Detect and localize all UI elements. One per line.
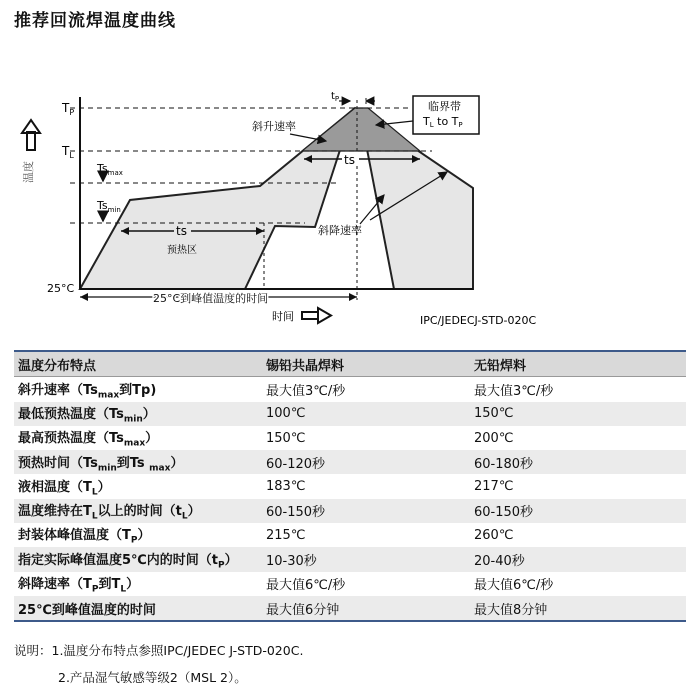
row-param: 25℃到峰值温度的时间 <box>14 596 262 621</box>
header-param: 温度分布特点 <box>14 351 262 377</box>
tp-axis-label: $T_P$ <box>62 101 75 117</box>
ramp-up-label: 斜升速率 <box>252 120 296 133</box>
table-row <box>14 499 686 523</box>
row-tin-lead-value: 最大值6℃/秒 <box>266 578 346 594</box>
y-axis-up-arrow-icon <box>22 120 40 150</box>
tl-axis-label: $T_L$ <box>62 144 74 160</box>
table-row <box>14 547 686 571</box>
row-tin-lead-value: 150℃ <box>266 430 306 446</box>
row-lead-free-value: 60-180秒 <box>470 450 686 474</box>
row-tin-lead-value: 100℃ <box>262 402 470 426</box>
row-param: 预热时间（$Ts_{min}$到Ts $_{max}$） <box>14 450 262 474</box>
row-param: 斜升速率（$Ts_{max}$到Tp) <box>18 382 157 401</box>
table-row <box>14 474 686 498</box>
preheat-duration-label: ts <box>176 224 187 238</box>
row-lead-free-value: 217℃ <box>474 479 514 495</box>
row-param: 最低预热温度$(Ts_{min})$ <box>14 402 262 426</box>
note-2: 2.产品湿气敏感等级2（MSL 2）。 <box>58 670 247 685</box>
row-param: 最高预热温度$(Ts_{max})$ <box>18 431 159 449</box>
row-param: 封装体峰值温度$(T_P)$ <box>18 528 151 547</box>
critical-zone-range: TL to TP <box>423 115 463 129</box>
row-param: 指定实际峰值温度5℃内的时间$(t_P)$ <box>14 547 262 571</box>
table-row <box>14 426 686 450</box>
row-tin-lead-value: 60-120秒 <box>262 450 470 474</box>
preheat-zone-label: 预热区 <box>167 245 197 256</box>
row-lead-free-value: 最大值6℃/秒 <box>474 578 554 594</box>
header-tin-lead: 锡铅共晶焊料 <box>262 351 470 377</box>
tsmax-label: $Ts_{max}$ <box>97 162 123 177</box>
row-lead-free-value: 200℃ <box>474 430 514 446</box>
row-param: 斜降速率（$T_P$到$T_L$） <box>18 577 140 595</box>
ambient-25c-label: 25°C <box>47 282 75 295</box>
page-title: 推荐回流焊温度曲线 <box>14 11 176 31</box>
table-row <box>14 596 686 621</box>
table-row <box>14 377 686 402</box>
x-axis-title: 时间 <box>272 310 294 323</box>
row-tin-lead-value: 215℃ <box>266 527 306 543</box>
standard-reference: IPC/JEDECJ-STD-020C <box>420 314 537 327</box>
row-param: 温度维持在$T_L$以上的时间$(t_L)$ <box>14 499 262 523</box>
row-param: 液相温度$(T_L)$ <box>18 479 111 498</box>
row-lead-free-value: 260℃ <box>474 527 514 543</box>
x-axis-right-arrow-icon <box>302 308 331 323</box>
tsmin-label: $Ts_{min}$ <box>97 199 121 214</box>
tp-duration-label: $t_P$ <box>331 91 340 103</box>
row-lead-free-value: 150℃ <box>470 402 686 426</box>
time-to-peak-label: 25°C到峰值温度的时间 <box>153 292 269 305</box>
row-tin-lead-value: 最大值3℃/秒 <box>266 383 346 399</box>
y-axis-title: 温度 <box>22 161 35 183</box>
reflow-profile-diagram <box>0 80 697 340</box>
row-lead-free-value: 最大值3℃/秒 <box>474 383 554 399</box>
table-header-row <box>14 351 686 377</box>
row-tin-lead-value: 最大值6分钟 <box>262 596 470 621</box>
table-row <box>14 523 686 547</box>
row-tin-lead-value: 183℃ <box>266 479 306 495</box>
row-lead-free-value: 20-40秒 <box>470 547 686 571</box>
row-lead-free-value: 60-150秒 <box>470 499 686 523</box>
critical-zone-title: 临界带 <box>428 100 461 113</box>
row-tin-lead-value: 60-150秒 <box>262 499 470 523</box>
row-tin-lead-value: 10-30秒 <box>262 547 470 571</box>
table-row <box>14 402 686 426</box>
ramp-down-label: 斜降速率 <box>318 224 362 237</box>
reflow-spec-table <box>14 350 686 622</box>
tl-duration-label: ts <box>344 153 355 167</box>
critical-zone-area <box>302 108 420 151</box>
header-lead-free: 无铅焊料 <box>470 351 686 377</box>
table-row <box>14 450 686 474</box>
row-lead-free-value: 最大值8分钟 <box>470 596 686 621</box>
table-row <box>14 572 686 596</box>
note-1: 说明：1.温度分布特点参照IPC/JEDEC J-STD-020C. <box>14 643 304 658</box>
